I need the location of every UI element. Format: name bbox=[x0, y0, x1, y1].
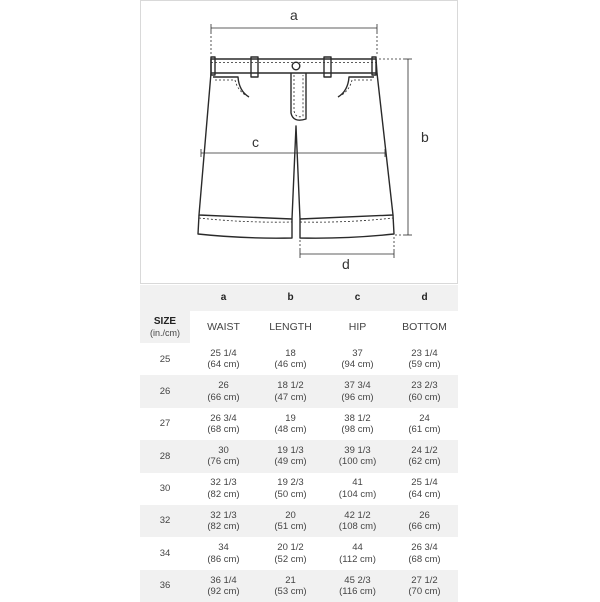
length-cm: (51 cm) bbox=[274, 521, 307, 533]
length-cm: (53 cm) bbox=[274, 585, 307, 597]
letter-blank bbox=[140, 285, 190, 311]
column-length: LENGTH bbox=[269, 320, 312, 333]
hip-cell bbox=[324, 570, 391, 602]
hip-cm: (116 cm) bbox=[339, 585, 376, 597]
size-unit: (in./cm) bbox=[150, 327, 180, 338]
hip-in: 38 1/2 bbox=[344, 412, 371, 424]
hip-in: 44 bbox=[352, 542, 363, 554]
bottom-cm: (62 cm) bbox=[408, 456, 441, 468]
fly bbox=[291, 73, 306, 120]
label-a: a bbox=[290, 7, 298, 23]
letter-a: a bbox=[190, 285, 257, 311]
hip-cell bbox=[324, 440, 391, 472]
length-in: 21 bbox=[285, 574, 296, 586]
letter-b: b bbox=[257, 285, 324, 311]
waist-cell bbox=[190, 343, 257, 375]
table-letter-row bbox=[140, 285, 458, 311]
hip-cm: (98 cm) bbox=[341, 423, 374, 435]
row-size: 28 bbox=[140, 440, 190, 472]
bottom-cm: (70 cm) bbox=[408, 585, 441, 597]
bottom-in: 23 1/4 bbox=[411, 347, 438, 359]
column-waist: WAIST bbox=[207, 320, 240, 333]
bottom-in: 24 bbox=[419, 412, 430, 424]
bottom-in: 27 1/2 bbox=[411, 574, 438, 586]
hip-in: 41 bbox=[352, 477, 363, 489]
bottom-cell bbox=[391, 440, 458, 472]
length-cell bbox=[257, 505, 324, 537]
waist-in: 26 3/4 bbox=[210, 412, 237, 424]
bottom-in: 23 2/3 bbox=[411, 380, 438, 392]
letter-d: d bbox=[391, 285, 458, 311]
waist-cm: (82 cm) bbox=[207, 488, 240, 500]
length-cell bbox=[257, 570, 324, 602]
bottom-cell bbox=[391, 570, 458, 602]
waist-cell bbox=[190, 375, 257, 407]
bottom-cell bbox=[391, 505, 458, 537]
waistband bbox=[211, 59, 377, 73]
waist-in: 32 1/3 bbox=[210, 509, 237, 521]
size-header bbox=[140, 311, 190, 343]
waist-in: 32 1/3 bbox=[210, 477, 237, 489]
length-in: 19 1/3 bbox=[277, 444, 304, 456]
length-cell bbox=[257, 375, 324, 407]
waist-cm: (64 cm) bbox=[207, 359, 240, 371]
waist-cell bbox=[190, 473, 257, 505]
table-row bbox=[140, 570, 458, 602]
hip-cell bbox=[324, 473, 391, 505]
size-title: SIZE bbox=[153, 315, 177, 327]
table-row bbox=[140, 375, 458, 407]
hip-in: 37 3/4 bbox=[344, 380, 371, 392]
length-cell bbox=[257, 408, 324, 440]
bottom-in: 26 bbox=[419, 509, 430, 521]
fly-stitch bbox=[294, 75, 303, 117]
bottom-cm: (61 cm) bbox=[408, 423, 441, 435]
column-hip: HIP bbox=[348, 320, 367, 333]
table-row bbox=[140, 408, 458, 440]
length-cm: (50 cm) bbox=[274, 488, 307, 500]
row-size: 32 bbox=[140, 505, 190, 537]
hip-cell bbox=[324, 505, 391, 537]
column-bottom: BOTTOM bbox=[402, 320, 447, 333]
bottom-cm: (66 cm) bbox=[408, 521, 441, 533]
table-row bbox=[140, 537, 458, 569]
waist-cm: (68 cm) bbox=[207, 423, 240, 435]
hip-cm: (112 cm) bbox=[339, 553, 376, 565]
row-size: 36 bbox=[140, 570, 190, 602]
bottom-cell bbox=[391, 408, 458, 440]
hip-in: 45 2/3 bbox=[344, 574, 371, 586]
shorts-body bbox=[199, 73, 393, 219]
bottom-in: 25 1/4 bbox=[411, 477, 438, 489]
waist-in: 26 bbox=[218, 380, 229, 392]
waist-cell bbox=[190, 537, 257, 569]
length-in: 18 1/2 bbox=[277, 380, 304, 392]
waist-in: 30 bbox=[218, 444, 229, 456]
length-in: 19 2/3 bbox=[277, 477, 304, 489]
button bbox=[292, 62, 300, 70]
row-size: 30 bbox=[159, 483, 171, 495]
bottom-cell bbox=[391, 537, 458, 569]
bottom-cell bbox=[391, 473, 458, 505]
belt-loop-right bbox=[324, 57, 331, 77]
length-cell bbox=[257, 440, 324, 472]
length-cm: (47 cm) bbox=[274, 391, 307, 403]
bottom-cm: (68 cm) bbox=[408, 553, 441, 565]
table-row bbox=[140, 473, 458, 505]
waist-in: 36 1/4 bbox=[210, 574, 237, 586]
label-c: c bbox=[252, 134, 259, 150]
hip-cell bbox=[324, 375, 391, 407]
waist-cm: (66 cm) bbox=[207, 391, 240, 403]
shorts-diagram bbox=[140, 0, 458, 284]
hip-cm: (94 cm) bbox=[341, 359, 374, 371]
length-in: 20 1/2 bbox=[277, 542, 304, 554]
waist-cm: (92 cm) bbox=[207, 585, 240, 597]
table-header-row bbox=[140, 311, 458, 343]
waist-cell bbox=[190, 440, 257, 472]
row-size: 26 bbox=[140, 375, 190, 407]
waist-cm: (82 cm) bbox=[207, 521, 240, 533]
hip-cell bbox=[324, 408, 391, 440]
table-row bbox=[140, 440, 458, 472]
table-row bbox=[140, 505, 458, 537]
hip-cm: (104 cm) bbox=[338, 488, 377, 500]
hip-cm: (108 cm) bbox=[338, 521, 377, 533]
bottom-cell bbox=[391, 375, 458, 407]
waist-cm: (76 cm) bbox=[207, 456, 240, 468]
waist-cell bbox=[190, 408, 257, 440]
bottom-cell bbox=[391, 343, 458, 375]
length-cm: (49 cm) bbox=[274, 456, 307, 468]
length-cm: (48 cm) bbox=[274, 423, 307, 435]
waist-cell bbox=[190, 570, 257, 602]
bottom-in: 26 3/4 bbox=[411, 542, 438, 554]
length-in: 20 bbox=[285, 509, 296, 521]
letter-c: c bbox=[324, 285, 391, 311]
hip-cell bbox=[324, 343, 391, 375]
waist-in: 25 1/4 bbox=[210, 347, 237, 359]
label-b: b bbox=[421, 129, 429, 145]
row-size: 27 bbox=[159, 418, 171, 430]
hip-in: 37 bbox=[352, 347, 363, 359]
length-cell bbox=[257, 473, 324, 505]
hip-in: 39 1/3 bbox=[344, 444, 371, 456]
waist-in: 34 bbox=[218, 542, 229, 554]
row-size: 25 bbox=[159, 353, 171, 365]
bottom-cm: (64 cm) bbox=[408, 488, 441, 500]
table-row bbox=[140, 343, 458, 375]
label-d: d bbox=[342, 256, 350, 272]
size-chart-table bbox=[140, 285, 458, 602]
bottom-in: 24 1/2 bbox=[411, 444, 438, 456]
hip-in: 42 1/2 bbox=[344, 509, 371, 521]
length-cell bbox=[257, 537, 324, 569]
hip-cm: (100 cm) bbox=[338, 456, 377, 468]
bottom-cm: (60 cm) bbox=[408, 391, 441, 403]
shorts-illustration bbox=[141, 1, 459, 285]
length-in: 19 bbox=[285, 412, 296, 424]
waist-cell bbox=[190, 505, 257, 537]
length-cm: (46 cm) bbox=[274, 359, 307, 371]
length-in: 18 bbox=[285, 347, 296, 359]
belt-loop-left bbox=[251, 57, 258, 77]
hip-cm: (96 cm) bbox=[341, 391, 374, 403]
length-cell bbox=[257, 343, 324, 375]
row-size: 34 bbox=[159, 547, 171, 559]
hip-cell bbox=[324, 537, 391, 569]
length-cm: (52 cm) bbox=[274, 553, 307, 565]
waist-cm: (86 cm) bbox=[207, 553, 240, 565]
bottom-cm: (59 cm) bbox=[408, 359, 441, 371]
